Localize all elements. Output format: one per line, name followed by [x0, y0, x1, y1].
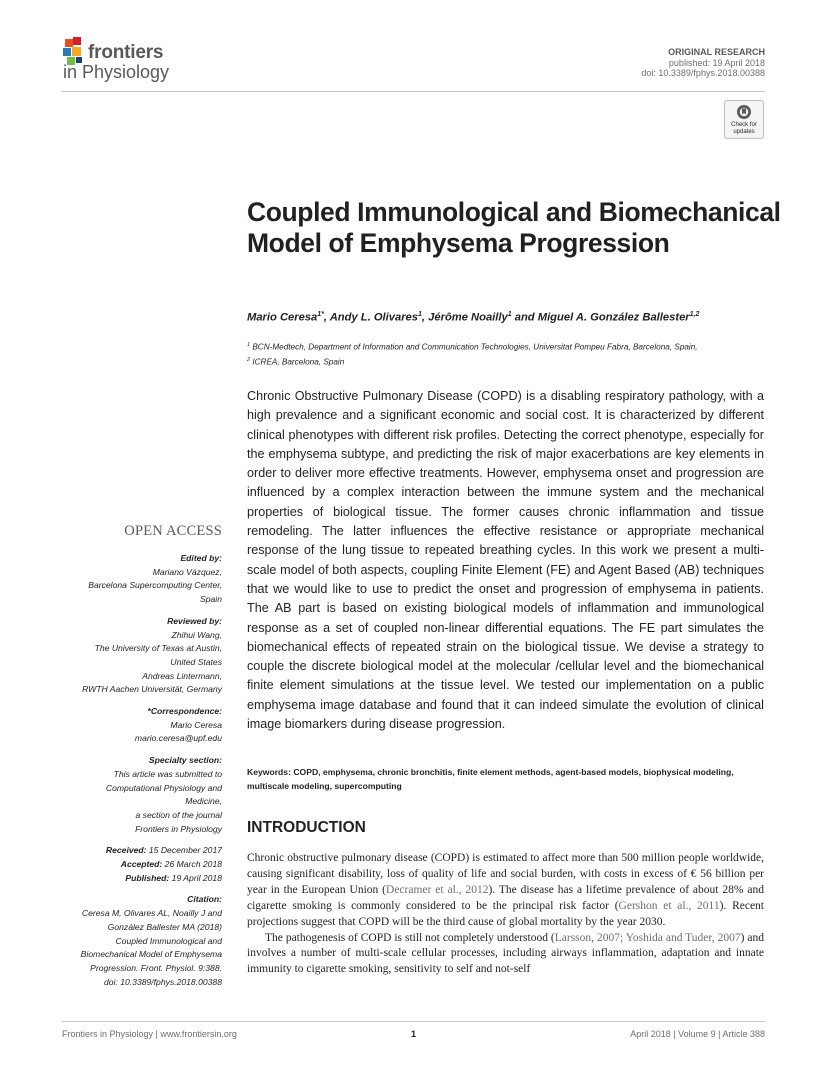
article-info-sidebar: [40, 552, 222, 997]
author-affiliation-mark: 1,2: [689, 311, 700, 318]
check-for-updates-badge[interactable]: [724, 100, 764, 139]
abstract: Chronic Obstructive Pulmonary Disease (COPD) is a disabling respiratory pathology, with a high prevalence and a significant economic and social cost. It is characterized by different clinical phenotypes with different risk profiles. Detecting the correct phenotype, especially for the emphysema subtype, and predicting the risk of major exacerbations are key elements in order to deliver more effective treatments. However, emphysema onset and progression are influenced by a complex interaction between the immune system and the mechanical properties of biological tissue. The former causes chronic inflammation and tissue remodeling. The latter influences the effective resistance or appropriate mechanical response of the lung tissue to repeated breathing cycles. In this work we present a multi-scale model of both aspects, coupling Finite Element (FE) and Agent Based (AB) techniques that we would like to use to predict the onset and progression of emphysema in patients. The AB part is based on existing biological models of inflammation and immunological response as a set of coupled non-linear differential equations. The FE part simulates the biomechanical effects of repeated strain on the biological tissue. We devise a strategy to couple the discrete biological model at the molecular /cellular level and the biomechanical finite element simulations at the tissue level. We tested our implementation on a public emphysema image database and found that it can indeed simulate the evolution of clinical image biomarkers during disease progression.: [247, 389, 764, 732]
citation-section: Citation: Ceresa M, Olivares AL, Noailly J and González Ballester MA (2018) Coupled Immunological and Biomechanical Model of Emphysema Progression. Front. Physiol. 9:388. doi: 10.3389/fphys.2018.00388: [40, 893, 222, 989]
reviewer-affiliation: RWTH Aachen Universität, Germany: [82, 684, 222, 695]
check-for-updates-label: Check for updates: [731, 122, 757, 135]
author-name[interactable]: Mario Ceresa: [247, 311, 318, 324]
sidebar-heading: Reviewed by:: [167, 615, 222, 626]
logo-wordmark: frontiers: [88, 42, 164, 63]
article-meta-header: [641, 47, 765, 79]
author-name[interactable]: Andy L. Olivares: [329, 311, 419, 324]
affiliation-line: $^1$ BCN-Medtech, Department of Information and Communication Technologies, Universitat Pompeu Fabra, Barcelona, Spain,: [247, 342, 698, 352]
correspondent-email[interactable]: mario.ceresa@upf.edu: [134, 733, 222, 744]
sidebar-heading: Citation:: [187, 894, 222, 905]
paragraph: The pathogenesis of COPD is still not completely understood (Larsson, 2007; Yoshida and Tuder, 2007) and involves a number of multi-scale cellular processes, including airways inflammation, adaptation and innate immunity to cigarette smoking, sensitivity to self and not-self: [247, 931, 764, 976]
article-doi[interactable]: doi: 10.3389/fphys.2018.00388: [641, 68, 765, 78]
sidebar-heading: Edited by:: [180, 553, 222, 563]
author-affiliation-mark: 1: [418, 311, 422, 318]
edited-by-section: [40, 552, 222, 607]
author-list: Mario Ceresa$^{1*}$, Andy L. Olivares$^1$, Jérôme Noailly$^1$ and Miguel A. González Ballester$^{1,2}$: [247, 311, 700, 324]
editor-country: Spain: [200, 594, 222, 605]
correspondent-name: Mario Ceresa: [170, 719, 222, 730]
correspondence-section: [40, 705, 222, 746]
editor-name[interactable]: Mariano Vázquez,: [152, 566, 222, 577]
keywords: [247, 766, 764, 793]
page-number: 1: [410, 1029, 416, 1039]
journal-logo[interactable]: [62, 37, 222, 87]
footer-divider: [62, 1021, 765, 1022]
sidebar-heading: Specialty section:: [148, 755, 222, 766]
affiliation-line: $^2$ ICREA, Barcelona, Spain: [247, 356, 345, 367]
open-access-label: OPEN ACCESS: [124, 523, 222, 539]
reviewer-affiliation: The University of Texas at Austin,: [94, 643, 222, 654]
logo-journal-name: in Physiology: [63, 62, 170, 82]
author-affiliation-mark: 1*: [317, 311, 324, 318]
section-heading-introduction: INTRODUCTION: [247, 819, 366, 836]
citation-link[interactable]: Larsson, 2007; Yoshida and Tuder, 2007: [554, 931, 741, 944]
citation-link[interactable]: Gershon et al., 2011: [618, 899, 720, 912]
citation-doi[interactable]: doi: 10.3389/fphys.2018.00388: [103, 976, 222, 987]
dates-section: [40, 844, 222, 885]
sidebar-heading: *Correspondence:: [147, 706, 222, 717]
reviewer-name[interactable]: Andreas Lintermann,: [142, 670, 222, 681]
reviewed-by-section: [40, 615, 222, 697]
footer-issue-info: April 2018 | Volume 9 | Article 388: [630, 1029, 765, 1039]
footer-journal-link[interactable]: Frontiers in Physiology | www.frontiersin.org: [62, 1029, 237, 1039]
reviewer-name[interactable]: Zhihui Wang,: [171, 629, 222, 640]
editor-affiliation: Barcelona Supercomputing Center,: [88, 580, 222, 591]
article-title: Coupled Immunological and Biomechanical Model of Emphysema Progression: [247, 197, 781, 258]
received-date: Received: 15 December 2017: [105, 845, 222, 856]
published-date: Published: 19 April 2018: [125, 872, 222, 883]
author-affiliation-mark: 1: [507, 311, 512, 318]
article-type: ORIGINAL RESEARCH: [668, 47, 765, 57]
specialty-section: Specialty section: This article was submitted to Computational Physiology and Medicine, a section of the journal Frontiers in Physiology: [40, 754, 222, 836]
keywords-list: COPD, emphysema, chronic bronchitis, finite element methods, agent-based models, biophysical modeling, multiscale modeling, supercomputing: [247, 767, 734, 791]
reviewer-country: United States: [170, 656, 222, 667]
header-divider: [62, 91, 765, 92]
bookmark-ring-icon: [736, 104, 752, 120]
author-name[interactable]: Miguel A. González Ballester: [537, 311, 690, 324]
author-name[interactable]: Jérôme Noailly: [428, 311, 508, 324]
accepted-date: Accepted: 26 March 2018: [120, 859, 222, 870]
published-date: published: 19 April 2018: [668, 57, 765, 68]
introduction-body: [247, 851, 764, 978]
keywords-label: Keywords:: [247, 767, 291, 777]
citation-link[interactable]: Decramer et al., 2012: [386, 883, 489, 896]
paragraph: Chronic obstructive pulmonary disease (COPD) is estimated to affect more than 500 million people worldwide, causing significant disability, loss of quality of life and social burden, with costs in excess of € 56 billion per year in the European Union (Decramer et al., 2012). The disease has a lifetime prevalence of about 28% and cigarette smoking is commonly considered to be the principal risk factor (Gershon et al., 2011). Recent projections suggest that COPD will be the third cause of global mortality by the year 2030.: [247, 852, 765, 928]
affiliations: [247, 339, 777, 368]
